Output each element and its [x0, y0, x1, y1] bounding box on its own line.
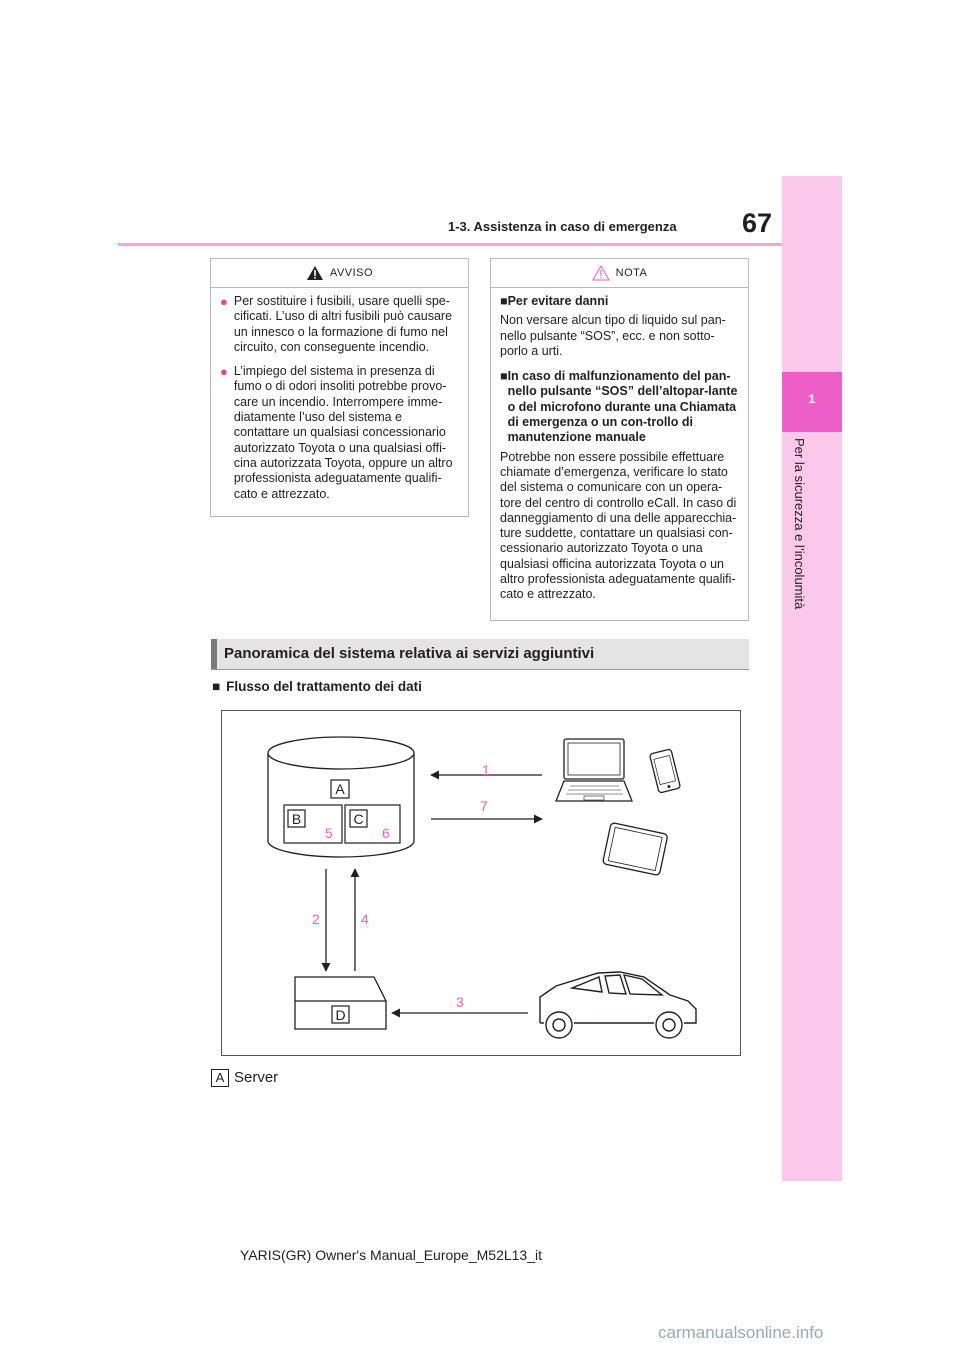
- header-rule: [118, 243, 782, 246]
- nota-subheading: [500, 369, 739, 445]
- diagram-canvas: [222, 711, 740, 1055]
- nota-box: [490, 258, 749, 621]
- tablet-icon: [602, 822, 667, 875]
- bullet-dot-icon: ●: [220, 364, 228, 380]
- banner-divider: [211, 669, 749, 670]
- nota-title: NOTA: [615, 267, 648, 279]
- square-bullet-icon: ■: [212, 679, 221, 694]
- page-number: 67: [742, 208, 773, 238]
- label-a: A: [335, 781, 345, 797]
- nota-subheading-text: Per evitare danni: [507, 294, 609, 308]
- footer-text: YARIS(GR) Owner's Manual_Europe_M52L13_it: [240, 1247, 542, 1263]
- section-banner-title: Panoramica del sistema relativa ai servizi aggiuntivi: [224, 645, 595, 662]
- nota-header: [491, 259, 748, 288]
- avviso-item-text: Per sostituire i fusibili, usare quelli spe-cificati. L’uso di altri fusibili può causare un innesco o la formazione di fumo nel circuito, con conseguente incendio.: [233, 294, 453, 354]
- nota-paragraph: Non versare alcun tipo di liquido sul pan-nello pulsante “SOS”, ecc. e non sotto-porlo a urti.: [500, 313, 726, 358]
- data-flow-diagram: [221, 710, 741, 1056]
- flow-number-4: 4: [361, 911, 369, 927]
- flow-heading: [212, 679, 422, 694]
- avviso-box: [210, 258, 469, 517]
- label-d: D: [335, 1007, 346, 1023]
- caution-outline-icon: [592, 265, 610, 281]
- flow-number-7: 7: [480, 798, 488, 814]
- warning-icon: [306, 265, 324, 281]
- legend-key-a: A: [211, 1069, 229, 1087]
- flow-number-5: 5: [325, 825, 333, 841]
- avviso-title: AVVISO: [329, 267, 374, 279]
- nota-subheading: [500, 294, 739, 309]
- side-tab-number: 1: [808, 392, 816, 406]
- side-tab: [782, 176, 842, 1181]
- section-title: 1-3. Assistenza in caso di emergenza: [448, 219, 677, 234]
- smartphone-icon: [649, 749, 680, 793]
- avviso-item: [220, 364, 459, 502]
- avviso-item: [220, 294, 459, 355]
- flow-heading-text: Flusso del trattamento dei dati: [226, 679, 422, 694]
- laptop-icon: [556, 739, 632, 801]
- legend-text: Server: [234, 1069, 279, 1086]
- flow-number-6: 6: [382, 825, 390, 841]
- flow-number-1: 1: [482, 762, 490, 778]
- nota-paragraph: Potrebbe non essere possibile effettuare chiamate d’emergenza, verificare lo stato del sistema o comunicare con un opera-tore del centro di controllo eCall. In caso di danneggiamento di una delle apparecchia-ture suddette, contattare un qualsiasi con-cessionario autorizzato Toyota o una qualsiasi officina autorizzata Toyota o un altro professionista adeguatamente qualifi-cato e attrezzato.: [500, 449, 737, 602]
- label-c: C: [353, 811, 364, 827]
- square-bullet-icon: ■: [500, 294, 508, 308]
- flow-number-3: 3: [456, 994, 464, 1010]
- square-bullet-icon: ■: [500, 369, 508, 384]
- label-b: B: [291, 811, 302, 827]
- car-icon: [540, 972, 696, 1038]
- bullet-dot-icon: ●: [220, 294, 228, 309]
- watermark: carmanualsonline.info: [658, 1323, 824, 1342]
- avviso-header: [211, 259, 468, 288]
- side-tab-label: Per la sicurezza e l’incolumità: [792, 438, 807, 610]
- flow-number-2: 2: [312, 911, 320, 927]
- avviso-item-text: L’impiego del sistema in presenza di fumo o di odori insoliti potrebbe provo-care un incendio. Interrompere imme-diatamente l’uso del sistema e contattare un qualsiasi concessionario autorizzato Toyota o una qualsiasi offi-cina autorizzata Toyota, oppure un altro professionista adeguatamente qualifi-cato e attrezzato.: [233, 364, 453, 501]
- nota-subheading-text: In caso di malfunzionamento del pan-nello pulsante “SOS” dell’altopar-lante o del microfono durante una Chiamata di emergenza o un con-trollo di manutenzione manuale: [507, 369, 738, 445]
